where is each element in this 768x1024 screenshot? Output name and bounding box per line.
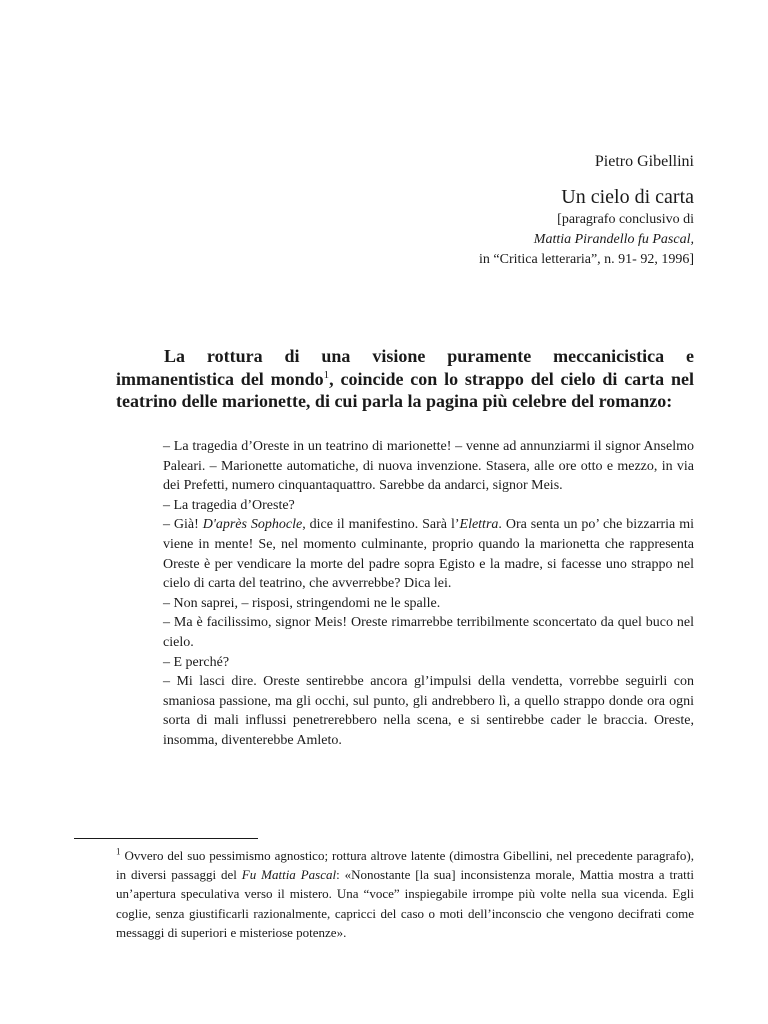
author-name: Pietro Gibellini <box>594 153 694 170</box>
intro-paragraph <box>116 345 694 413</box>
source-book-title: Mattia Pirandello fu Pascal, <box>533 232 694 247</box>
quote-line: – E perché? <box>163 654 230 670</box>
footnote-italic: Fu Mattia Pascal <box>241 867 337 883</box>
quote-text: , dice il manifestino. Sarà l’ <box>302 517 460 533</box>
intro-text-a: La rottura di una visione puramente meccanicistica e immanentistica del mondo <box>116 346 694 389</box>
article-title: Un cielo di carta <box>561 186 694 208</box>
article-header <box>294 152 694 270</box>
quote-line: – Non saprei, – risposi, stringendomi ne le spalle. <box>163 595 441 611</box>
footnote-number: 1 <box>116 846 121 857</box>
source-line-1: [paragrafo conclusivo di <box>557 212 694 227</box>
quote-line <box>163 515 694 593</box>
quote-line: – La tragedia d’Oreste in un teatrino di marionette! – venne ad annunziarmi il signor Anselmo Paleari. – Marionette automatiche, di nuova invenzione. Stasera, alle ore otto e mezzo, in via dei Prefetti, numero cinquantaquattro. Sarebbe da andarci, signor Meis. <box>163 439 694 494</box>
quote-italic: D'après Sophocle <box>202 517 303 533</box>
footnote <box>116 846 694 942</box>
source-line-3: in “Critica letteraria”, n. 91- 92, 1996] <box>479 252 694 267</box>
footnote-text-a: Ovvero del suo pessimismo agnostico; rottura altrove latente (dimostra Gibellini, nel precedente paragrafo), in diversi passaggi del <box>116 848 694 883</box>
footnote-reference: 1 <box>323 368 330 381</box>
footnote-separator <box>74 838 258 839</box>
intro-text-b: , coincide con lo strappo del cielo di carta nel teatrino delle marionette, di cui parla la pagina più celebre del romanzo: <box>116 368 694 411</box>
footnote-text-b: : «Nonostante [la sua] inconsistenza morale, Mattia mostra a tratti un’apertura speculativa verso il mistero. Una “voce” inspiegabile irrompe più volte nella sua vicenda. Egli coglie, senza giustificarli razionalmente, capricci del caso o moti dell’inconscio che vengono decifrati come messaggi di superiori e misteriose potenze». <box>116 867 694 940</box>
source-line-2 <box>294 230 694 250</box>
quote-line: – La tragedia d’Oreste? <box>163 497 295 513</box>
quote-text: . Ora senta un po’ che bizzarria mi viene in mente! Se, nel momento culminante, proprio quando la marionetta che rappresenta Oreste è per vendicare la morte del padre sopra Egisto e la madre, si facesse uno strappo nel cielo di carta del teatrino, che avverrebbe? Dica lei. <box>163 517 694 592</box>
quote-line: – Mi lasci dire. Oreste sentirebbe ancora gl’impulsi della vendetta, vorrebbe seguirli con smaniosa passione, ma gli occhi, sul punto, gli andrebbero lì, a quello strappo donde ora ogni sorta di mali influssi penetrerebbero nella scena, e si sentirebbe cader le braccia. Oreste, insomma, diventerebbe Amleto. <box>163 674 694 748</box>
quote-italic: Elettra <box>459 517 499 533</box>
quote-text: – Già! <box>163 517 203 533</box>
quote-line: – Ma è facilissimo, signor Meis! Oreste rimarrebbe terribilmente sconcertato da quel buco nel cielo. <box>163 615 694 650</box>
block-quote <box>163 437 694 751</box>
